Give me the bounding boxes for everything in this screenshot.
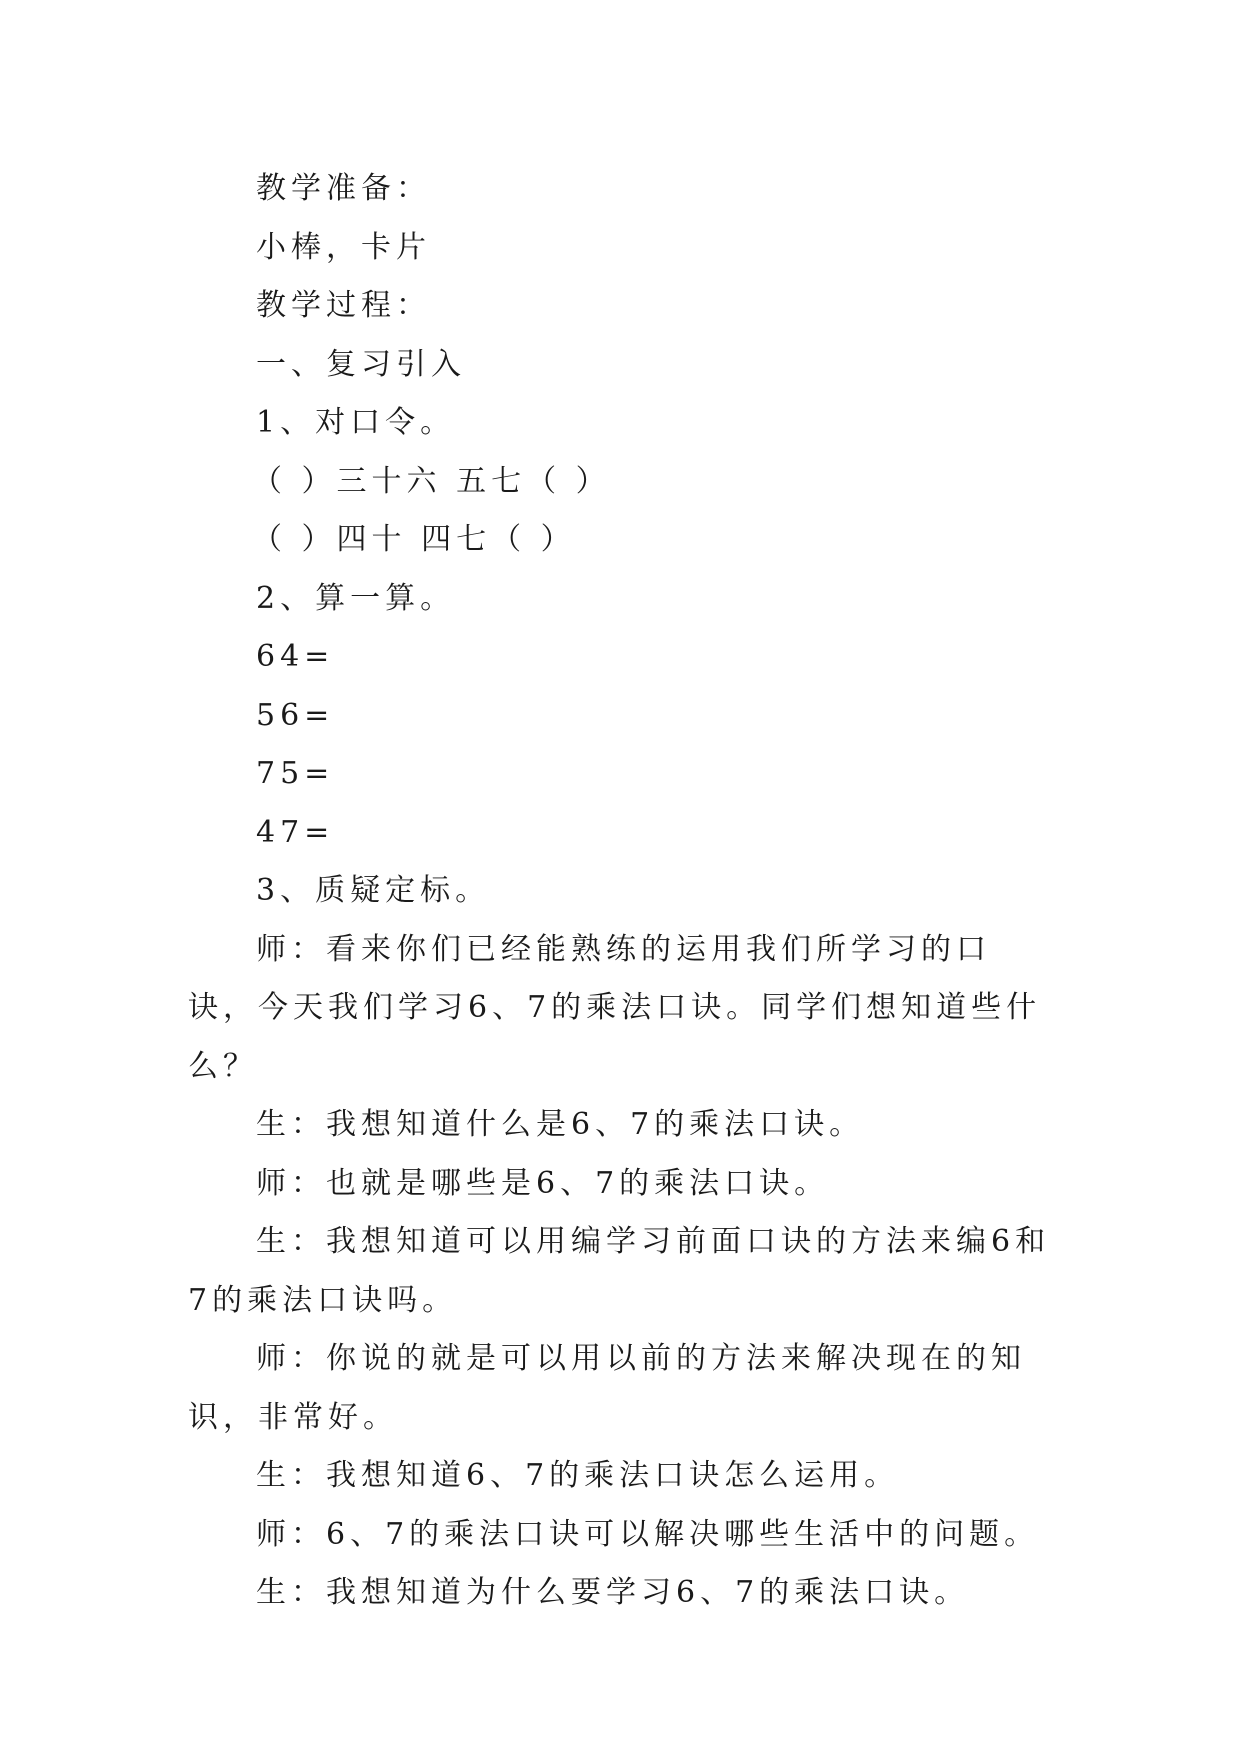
dialogue-student-1: 生：我想知道什么是6、7的乘法口诀。 [256, 1107, 865, 1142]
dialogue-student-4: 生：我想知道为什么要学习6、7的乘法口诀。 [256, 1575, 970, 1610]
item-recite: 1、对口令。 [256, 405, 456, 440]
calc-line-1: 64= [256, 639, 335, 674]
recite-line-1: （ ）三十六 五七（ ） [252, 463, 611, 499]
dialogue-teacher-2: 师：也就是哪些是6、7的乘法口诀。 [256, 1165, 830, 1201]
paragraph-materials: 小棒，卡片 [256, 229, 431, 265]
heading-teaching-preparation: 教学准备： [256, 171, 431, 206]
recite-line-2: （ ）四十 四七（ ） [252, 522, 576, 557]
dialogue-teacher-4: 师：6、7的乘法口诀可以解决哪些生活中的问题。 [256, 1516, 1040, 1552]
calc-line-3: 75= [256, 756, 335, 791]
dialogue-teacher-3: 师：你说的就是可以用以前的方法来解决现在的知识，非常好。 [188, 1341, 1026, 1435]
document-body [188, 160, 1058, 1623]
dialogue-student-2: 生：我想知道可以用编学习前面口诀的方法来编6和7的乘法口诀吗。 [188, 1224, 1051, 1318]
item-calculate: 2、算一算。 [256, 580, 456, 616]
dialogue-teacher-1: 师：看来你们已经能熟练的运用我们所学习的口诀，今天我们学习6、7的乘法口诀。同学们想知道些什么？ [188, 931, 1042, 1084]
dialogue-student-3: 生：我想知道6、7的乘法口诀怎么运用。 [256, 1458, 900, 1493]
item-question-goal: 3、质疑定标。 [256, 873, 491, 908]
calc-line-2: 56= [256, 697, 335, 733]
section-review-intro: 一、复习引入 [256, 346, 466, 382]
heading-teaching-process: 教学过程： [256, 288, 431, 323]
calc-line-4: 47= [256, 814, 335, 850]
